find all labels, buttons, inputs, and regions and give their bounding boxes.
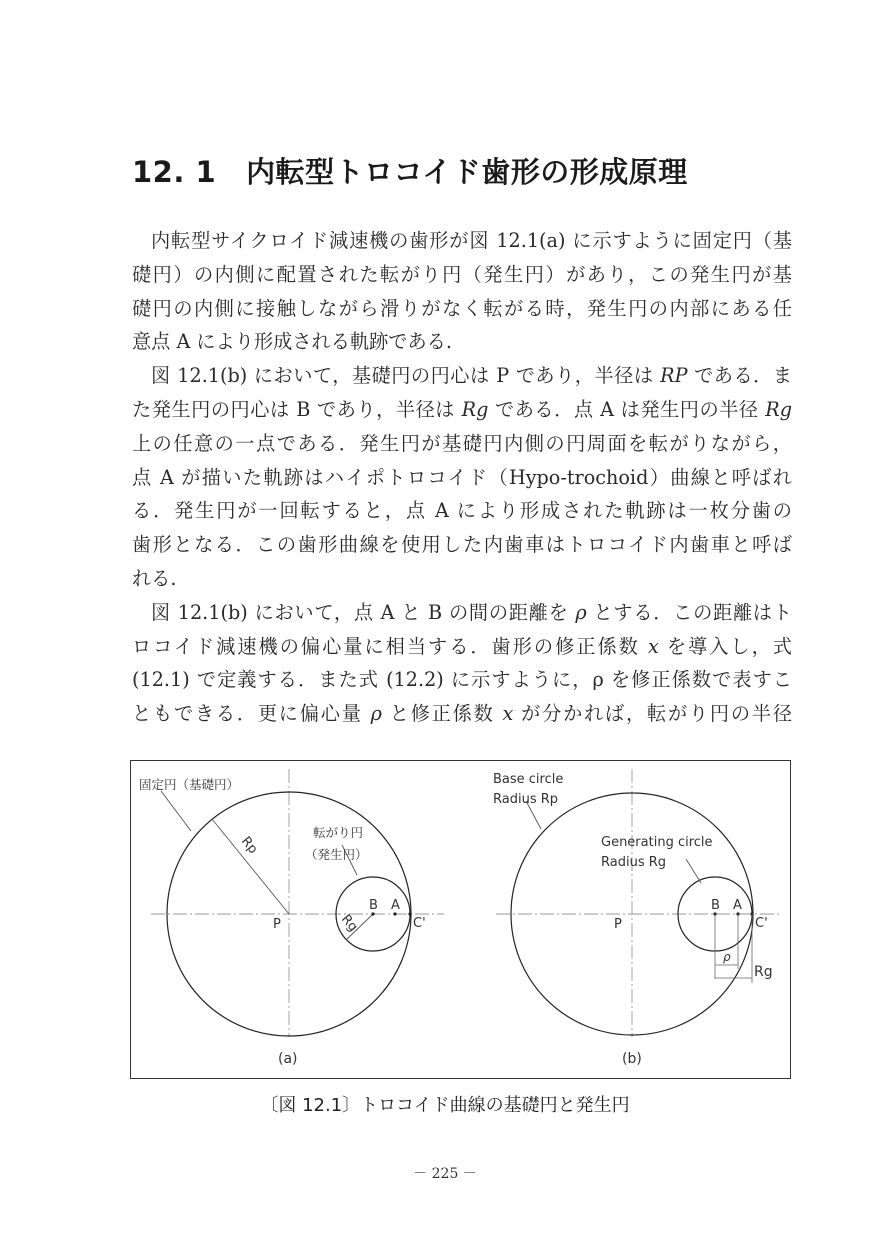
section-heading (132, 150, 688, 191)
math-rp: RP (660, 364, 688, 388)
base-circle-radius-label: Radius Rp (493, 792, 559, 807)
math-rho: ρ (370, 702, 382, 726)
rp-label: Rp (237, 834, 261, 857)
math-rg: Rg (461, 397, 489, 421)
text-line: た発生円の円心は B であり，半径は Rg である．点 A は発生円の半径 Rg (132, 397, 792, 421)
text-line: 上の任意の一点である．発生円が基礎円内側の円周面を転がりながら， (132, 431, 792, 455)
text-line: 図 12.1(b) において，点 A と B の間の距離を ρ とする．この距離はト (151, 600, 792, 624)
body-text (132, 224, 792, 731)
panel-b-sublabel: (b) (622, 1051, 642, 1067)
radius-rp-line (212, 819, 289, 914)
rho-label: ρ (723, 950, 731, 964)
a-label: A (391, 898, 400, 913)
panel-b (493, 769, 781, 1067)
math-x: x (502, 702, 514, 726)
rolling-circle-label: （発生円） (305, 847, 368, 862)
panel-a (139, 769, 444, 1067)
text-line: 内転型サイクロイド減速機の歯形が図 12.1(a) に示すように固定円（基 (151, 229, 792, 252)
c-label: C' (755, 916, 768, 931)
text-line: ロコイド減速機の偏心量に相当する．歯形の修正係数 x を導入し，式 (132, 634, 792, 658)
text-line: れる. (132, 566, 177, 590)
text-line: ともできる．更に偏心量 ρ と修正係数 x が分かれば，転がり円の半径 (132, 702, 792, 726)
math-rg: Rg (765, 397, 792, 421)
section-number: 12. 1 (132, 155, 217, 189)
text-line: 礎円）の内側に配置された転がり円（発生円）があり，この発生円が基 (132, 262, 792, 286)
figure-12-1 (130, 760, 791, 1079)
rg-label: Rg (754, 964, 773, 980)
page-number: － 225 － (413, 1166, 477, 1182)
p-label: P (273, 917, 281, 932)
leader-line (161, 791, 191, 831)
c-label: C' (413, 916, 426, 931)
b-label: B (369, 898, 378, 913)
rg-label: Rg (337, 911, 361, 935)
section-title: 内転型トロコイド歯形の形成原理 (246, 155, 688, 189)
figure-caption: 〔図 12.1〕トロコイド曲線の基礎円と発生円 (260, 1095, 630, 1116)
text-line: 歯形となる．この歯形曲線を使用した内歯車はトロコイド内歯車と呼ば (132, 533, 792, 557)
math-x: x (647, 634, 659, 658)
p-label: P (614, 917, 622, 932)
base-circle-label: Base circle (493, 772, 564, 787)
math-rho: ρ (575, 600, 587, 624)
figure-diagram (131, 761, 790, 1078)
point-c (408, 912, 411, 915)
text-line: る．発生円が一回転すると，点 A により形成された軌跡は一枚分歯の (132, 499, 792, 523)
text-line: (12.1) で定義する．また式 (12.2) に示すように，ρ を修正係数で表すこ (132, 668, 792, 692)
a-label: A (733, 898, 742, 913)
text-line: 礎円の内側に接触しながら滑りがなく転がる時，発生円の内部にある任 (132, 296, 792, 320)
fixed-circle-label: 固定円（基礎円） (139, 777, 240, 792)
rolling-circle-label: 転がり円 (313, 825, 364, 840)
b-label: B (711, 898, 720, 913)
text-line: 点 A が描いた軌跡はハイポトロコイド（Hypo-trochoid）曲線と呼ばれ (132, 465, 792, 489)
generating-circle-label: Generating circle (601, 835, 713, 850)
text-line: 図 12.1(b) において，基礎円の円心は P であり，半径は RP である．ま (151, 364, 792, 388)
panel-a-sublabel: (a) (278, 1051, 298, 1067)
text-line: 意点 A により形成される軌跡である. (132, 330, 452, 354)
generating-circle-radius-label: Radius Rg (601, 855, 667, 870)
leader-line (686, 859, 701, 883)
